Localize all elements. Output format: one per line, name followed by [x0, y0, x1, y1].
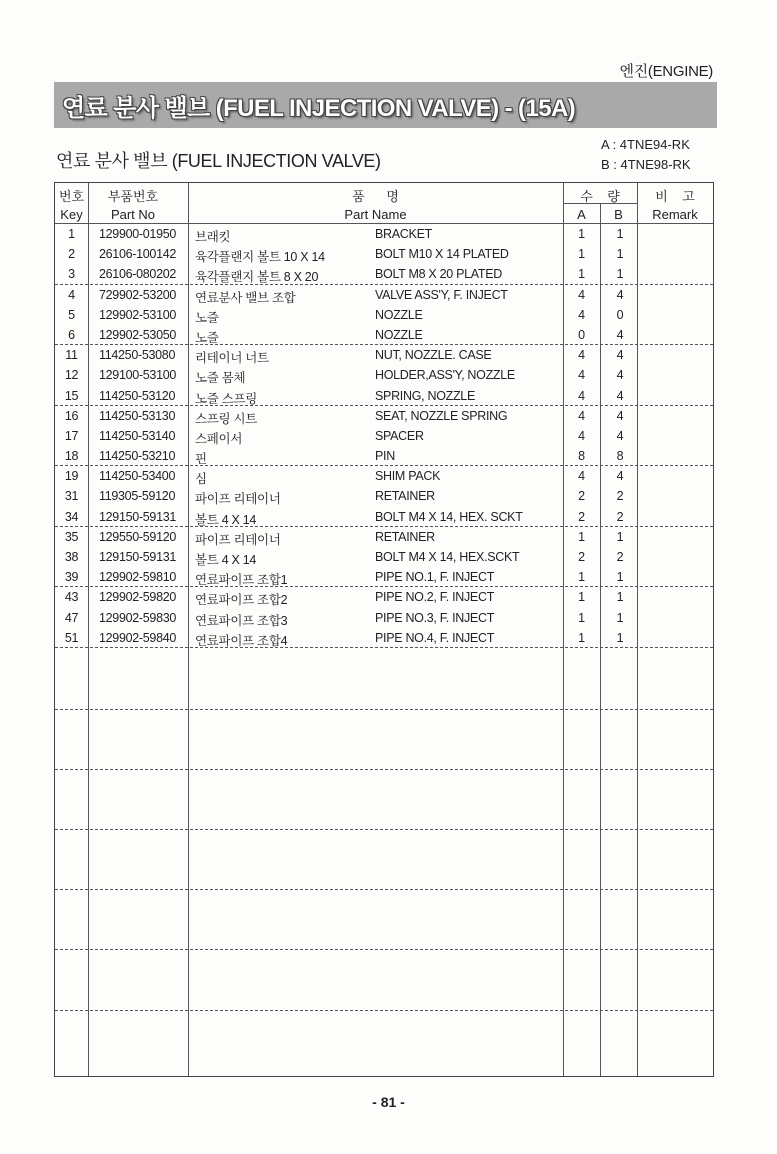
- row-qty-a: 4: [578, 388, 585, 403]
- row-part-name-kr: 스페이서: [195, 431, 243, 446]
- row-part-no: 129902-53050: [99, 327, 177, 342]
- row-part-name-kr: 리테이너 너트: [195, 351, 269, 366]
- table-row: [55, 305, 713, 325]
- table-row: [55, 547, 713, 567]
- parts-table: [54, 182, 714, 1077]
- row-part-no: 26106-080202: [99, 267, 177, 282]
- row-qty-b: 4: [616, 469, 624, 484]
- table-row: [55, 628, 713, 648]
- row-part-name-en: SEAT, NOZZLE SPRING: [375, 408, 508, 423]
- row-qty-b: 2: [616, 509, 624, 524]
- row-part-name-en: RETAINER: [375, 489, 435, 504]
- row-part-name-kr: 파이프 리테이너: [195, 492, 281, 507]
- row-qty-a: 4: [578, 307, 585, 322]
- header-rule: [563, 203, 637, 204]
- row-qty-a: 1: [578, 267, 585, 282]
- title-banner: [54, 82, 717, 128]
- header-remark-en: Remark: [652, 207, 698, 222]
- row-part-name-kr: 노즐: [195, 330, 219, 345]
- table-row: [55, 567, 713, 587]
- row-part-no: 114250-53400: [99, 469, 176, 484]
- row-part-name-en: PIPE NO.3, F. INJECT: [375, 610, 495, 625]
- row-qty-a: 4: [578, 469, 585, 484]
- table-row: [55, 426, 713, 446]
- row-part-no: 114250-53080: [99, 348, 176, 363]
- row-part-name-kr: 볼트 4 X 14: [195, 553, 257, 567]
- row-part-name-kr: 스프링 시트: [195, 411, 258, 426]
- row-part-no: 129902-59820: [99, 590, 177, 605]
- row-part-name-kr: 연료파이프 조합4: [195, 633, 288, 648]
- row-part-no: 129150-59131: [99, 509, 177, 524]
- table-row: [55, 507, 713, 527]
- row-qty-a: 8: [578, 449, 585, 464]
- row-qty-b: 1: [616, 529, 624, 544]
- row-qty-a: 1: [578, 630, 585, 645]
- row-qty-a: 1: [578, 570, 585, 585]
- row-key: 47: [64, 610, 79, 625]
- row-part-name-en: BOLT M4 X 14, HEX. SCKT: [375, 509, 523, 524]
- table-row: [55, 386, 713, 406]
- row-qty-a: 4: [578, 287, 585, 302]
- row-part-name-en: BOLT M8 X 20 PLATED: [375, 267, 502, 282]
- row-key: 5: [68, 307, 75, 322]
- row-qty-a: 4: [578, 348, 585, 363]
- row-part-name-kr: 노즐: [195, 310, 219, 325]
- row-part-name-en: BOLT M4 X 14, HEX.SCKT: [375, 550, 520, 564]
- row-part-no: 114250-53210: [99, 449, 176, 464]
- row-part-name-en: SPACER: [375, 428, 424, 443]
- row-qty-b: 1: [616, 227, 624, 241]
- row-part-name-kr: 심: [195, 472, 207, 487]
- row-part-name-en: PIPE NO.4, F. INJECT: [375, 630, 495, 645]
- row-part-no: 129150-59131: [99, 550, 177, 564]
- row-qty-a: 1: [578, 529, 585, 544]
- header-remark-kr: 비 고: [655, 189, 695, 204]
- row-qty-b: 4: [616, 388, 624, 403]
- row-qty-a: 1: [578, 610, 585, 625]
- blank-row-divider: [55, 889, 713, 890]
- row-part-no: 729902-53200: [99, 287, 177, 302]
- table-row: [55, 224, 713, 244]
- row-part-name-en: PIPE NO.2, F. INJECT: [375, 590, 495, 605]
- row-key: 11: [65, 348, 78, 363]
- page-subtitle: 연료 분사 밸브 (FUEL INJECTION VALVE): [56, 151, 381, 171]
- row-key: 6: [68, 327, 75, 342]
- row-part-name-en: BRACKET: [375, 227, 432, 241]
- row-part-name-en: VALVE ASS'Y, F. INJECT: [375, 287, 508, 302]
- row-part-name-kr: 핀: [195, 452, 207, 467]
- row-part-name-en: NOZZLE: [375, 307, 423, 322]
- row-part-no: 26106-100142: [99, 247, 177, 262]
- table-row: [55, 486, 713, 506]
- table-row: [55, 466, 713, 486]
- row-part-name-en: SHIM PACK: [375, 469, 441, 484]
- header-qty-a: A: [577, 207, 586, 222]
- table-row: [55, 365, 713, 385]
- row-part-name-en: HOLDER,ASS'Y, NOZZLE: [375, 368, 515, 383]
- row-qty-b: 8: [616, 449, 624, 464]
- row-qty-a: 2: [578, 550, 585, 564]
- row-key: 2: [68, 247, 75, 262]
- page-number: - 81 -: [372, 1094, 405, 1110]
- row-qty-b: 4: [616, 327, 624, 342]
- section-label: 엔진(ENGINE): [619, 63, 713, 80]
- row-key: 43: [64, 590, 79, 605]
- row-key: 51: [64, 630, 79, 645]
- header-part-kr: 부품번호: [107, 189, 159, 204]
- blank-row-divider: [55, 949, 713, 950]
- row-part-name-kr: 연료파이프 조합3: [195, 613, 288, 628]
- blank-row-divider: [55, 829, 713, 830]
- row-qty-a: 4: [578, 368, 585, 383]
- row-qty-a: 1: [578, 227, 585, 241]
- table-body: [55, 224, 713, 648]
- header-part-en: Part No: [110, 207, 156, 222]
- row-key: 15: [64, 388, 79, 403]
- row-key: 38: [64, 550, 79, 564]
- blank-row-divider: [55, 709, 713, 710]
- row-qty-b: 1: [616, 247, 624, 262]
- row-key: 3: [68, 267, 75, 282]
- row-qty-a: 4: [578, 408, 585, 423]
- row-part-no: 114250-53140: [99, 428, 176, 443]
- row-qty-b: 4: [616, 287, 624, 302]
- row-key: 18: [64, 449, 79, 464]
- row-part-name-kr: 연료파이프 조합1: [195, 573, 288, 588]
- table-row: [55, 285, 713, 305]
- row-part-name-kr: 연료파이프 조합2: [195, 593, 288, 608]
- row-qty-b: 4: [616, 348, 624, 363]
- row-qty-b: 1: [616, 610, 624, 625]
- row-key: 17: [64, 428, 79, 443]
- row-qty-b: 4: [616, 368, 624, 383]
- header-qty-b: B: [614, 207, 623, 222]
- row-part-name-en: NUT, NOZZLE. CASE: [375, 348, 492, 363]
- row-qty-b: 2: [616, 489, 624, 504]
- row-qty-b: 4: [616, 428, 624, 443]
- row-part-no: 129550-59120: [99, 529, 177, 544]
- row-qty-a: 2: [578, 509, 585, 524]
- row-part-name-en: RETAINER: [375, 529, 435, 544]
- table-row: [55, 244, 713, 264]
- row-key: 1: [68, 227, 75, 241]
- row-part-no: 129902-59810: [99, 570, 177, 585]
- header-qty-kr: 수 량: [580, 189, 620, 204]
- row-key: 31: [64, 489, 79, 504]
- row-part-name-en: PIN: [375, 449, 395, 464]
- row-part-name-kr: 노즐 스프링: [195, 391, 258, 406]
- row-qty-b: 1: [616, 570, 624, 585]
- row-qty-b: 1: [616, 267, 624, 282]
- row-qty-a: 2: [578, 489, 585, 504]
- row-part-name-kr: 노즐 몸체: [195, 371, 246, 386]
- row-part-no: 114250-53120: [99, 388, 176, 403]
- table-row: [55, 325, 713, 345]
- row-part-no: 129902-53100: [99, 307, 177, 322]
- row-key: 19: [64, 469, 79, 484]
- row-qty-b: 2: [616, 550, 624, 564]
- table-row: [55, 446, 713, 466]
- row-part-name-kr: 연료분사 밸브 조합: [195, 290, 296, 305]
- row-part-no: 119305-59120: [99, 489, 176, 504]
- row-part-no: 114250-53130: [99, 408, 176, 423]
- row-qty-a: 1: [578, 590, 585, 605]
- row-key: 12: [64, 368, 79, 383]
- row-qty-a: 0: [578, 327, 585, 342]
- row-qty-a: 1: [578, 247, 585, 262]
- row-part-name-en: BOLT M10 X 14 PLATED: [375, 247, 509, 262]
- row-key: 39: [64, 570, 79, 585]
- table-row: [55, 264, 713, 284]
- header-key-kr: 번호: [58, 189, 85, 204]
- model-a: A : 4TNE94-RK: [601, 137, 690, 152]
- banner-title: 연료 분사 밸브 (FUEL INJECTION VALVE) - (15A): [62, 95, 576, 122]
- row-key: 16: [64, 408, 79, 423]
- row-part-name-kr: 육각플랜지 볼트 8 X 20: [195, 270, 319, 285]
- row-key: 34: [64, 509, 79, 524]
- table-row: [55, 527, 713, 547]
- row-qty-b: 4: [616, 408, 624, 423]
- row-part-name-en: NOZZLE: [375, 327, 423, 342]
- header-key-en: Key: [60, 207, 83, 222]
- row-qty-a: 4: [578, 428, 585, 443]
- table-row: [55, 587, 713, 607]
- row-part-name-kr: 브래킷: [195, 230, 231, 244]
- row-key: 35: [64, 529, 79, 544]
- row-key: 4: [68, 287, 75, 302]
- row-part-no: 129902-59830: [99, 610, 177, 625]
- table-row: [55, 345, 713, 365]
- row-part-no: 129100-53100: [99, 368, 177, 383]
- table-row: [55, 608, 713, 628]
- model-legend: [601, 135, 691, 175]
- row-part-name-en: PIPE NO.1, F. INJECT: [375, 570, 495, 585]
- row-part-name-kr: 파이프 리테이너: [195, 532, 281, 547]
- row-part-no: 129902-59840: [99, 630, 177, 645]
- row-part-name-kr: 육각플랜지 볼트 10 X 14: [195, 250, 325, 265]
- row-qty-b: 1: [616, 590, 624, 605]
- row-qty-b: 1: [616, 630, 624, 645]
- table-row: [55, 406, 713, 426]
- header-name-kr: 품 명: [352, 189, 399, 204]
- model-b: B : 4TNE98-RK: [601, 157, 691, 172]
- row-qty-b: 0: [616, 307, 624, 322]
- row-part-no: 129900-01950: [99, 227, 177, 241]
- row-part-name-en: SPRING, NOZZLE: [375, 388, 475, 403]
- row-part-name-kr: 볼트 4 X 14: [195, 512, 257, 527]
- header-name-en: Part Name: [344, 207, 407, 222]
- blank-row-divider: [55, 769, 713, 770]
- blank-row-divider: [55, 1010, 713, 1011]
